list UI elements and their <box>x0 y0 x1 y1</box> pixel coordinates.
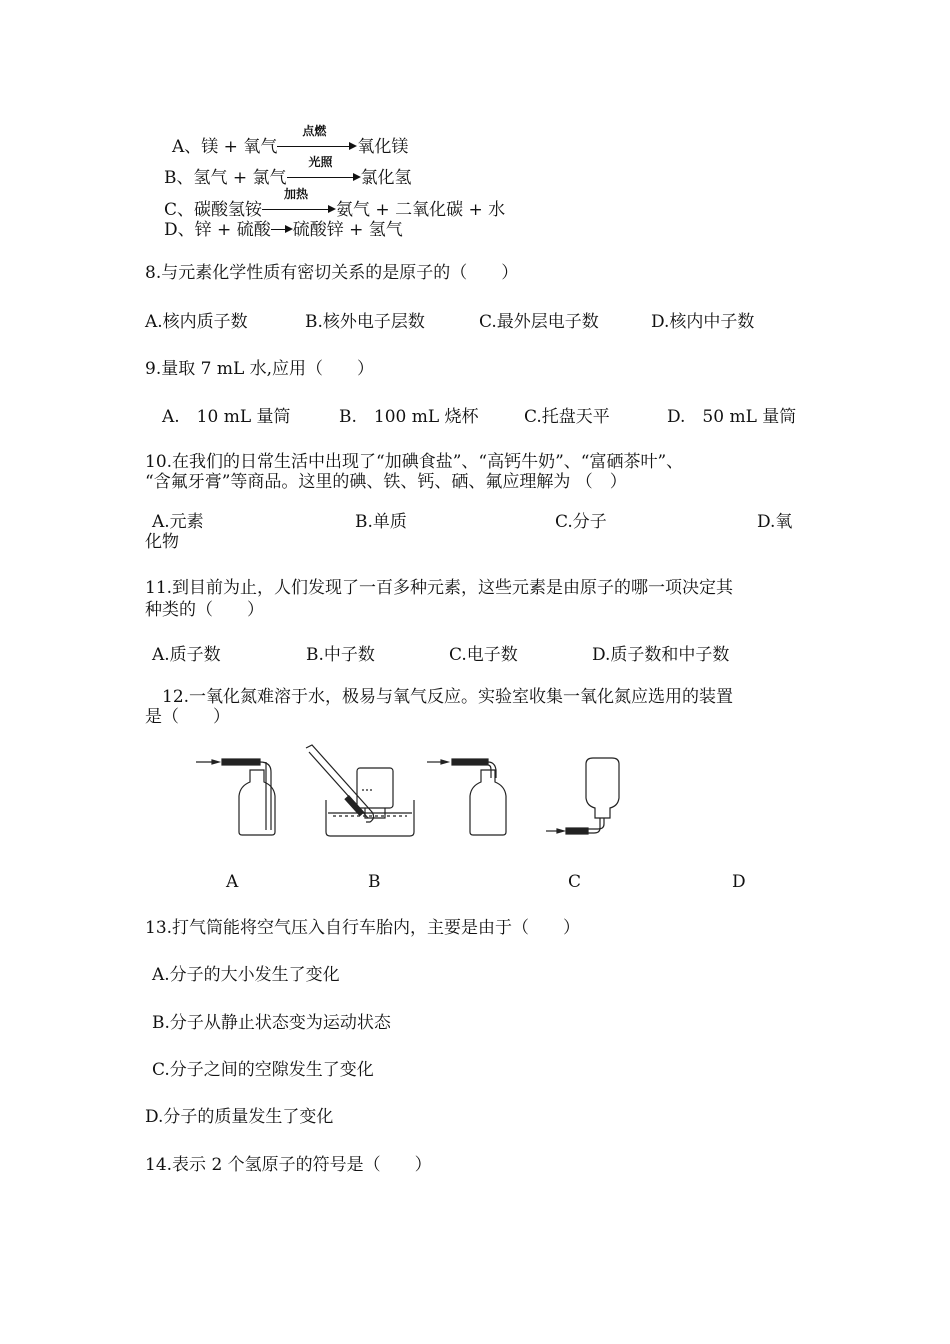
reaction-b: B、氢气 + 氯气 光照 氯化氢 <box>164 155 412 188</box>
apparatus-b <box>306 745 414 836</box>
q8-option-c: C.最外层电子数 <box>479 312 599 332</box>
apparatus-c <box>427 759 506 835</box>
q11-stem-line2: 种类的（ ） <box>145 600 264 620</box>
q9-option-d: D. 50 mL 量筒 <box>667 407 797 427</box>
apparatus-a <box>196 759 275 835</box>
q8-option-d: D.核内中子数 <box>651 312 755 332</box>
figure-label-c: C <box>568 872 582 892</box>
q11-stem-line1: 11.到目前为止，人们发现了一百多种元素，这些元素是由原子的哪一项决定其 <box>145 578 734 598</box>
q8-stem: 8.与元素化学性质有密切关系的是原子的（ ） <box>145 263 519 283</box>
q13-option-a: A.分子的大小发生了变化 <box>152 965 340 985</box>
q11-option-a: A.质子数 <box>152 645 221 665</box>
q10-option-a: A.元素 <box>152 512 204 532</box>
figure-label-a: A <box>226 872 239 892</box>
q10-option-d: D.氧 <box>757 512 793 532</box>
q13-option-c: C.分子之间的空隙发生了变化 <box>152 1060 374 1080</box>
q9-option-b: B. 100 mL 烧杯 <box>339 407 479 427</box>
q12-stem-line2: 是（ ） <box>145 707 230 727</box>
q10-option-b: B.单质 <box>355 512 407 532</box>
q13-option-b: B.分子从静止状态变为运动状态 <box>152 1013 391 1033</box>
q8-option-b: B.核外电子层数 <box>305 312 425 332</box>
q9-stem: 9.量取 7 mL 水,应用（ ） <box>145 359 375 379</box>
q11-option-d: D.质子数和中子数 <box>592 645 730 665</box>
figure-label-b: B <box>368 872 381 892</box>
apparatus-d <box>546 758 619 834</box>
q13-stem: 13.打气筒能将空气压入自行车胎内，主要是由于（ ） <box>145 918 581 938</box>
q11-option-b: B.中子数 <box>306 645 375 665</box>
figure-label-d: D <box>732 872 746 892</box>
q9-option-c: C.托盘天平 <box>524 407 610 427</box>
reaction-a: A、镁 + 氧气 点燃 氧化镁 <box>172 124 409 157</box>
q10-option-c: C.分子 <box>555 512 607 532</box>
q10-option-d-wrap: 化物 <box>145 532 179 552</box>
reaction-arrow-c: 加热 <box>262 200 336 220</box>
q11-option-c: C.电子数 <box>449 645 518 665</box>
reaction-arrow-d <box>271 220 293 240</box>
q13-option-d: D.分子的质量发生了变化 <box>145 1107 334 1127</box>
q9-option-a: A. 10 mL 量筒 <box>162 407 291 427</box>
q12-stem-line1: 12.一氧化氮难溶于水，极易与氧气反应。实验室收集一氧化氮应选用的装置 <box>162 687 734 707</box>
q10-stem-line1: 10.在我们的日常生活中出现了“加碘食盐”、“高钙牛奶”、“富硒茶叶”、 <box>145 452 684 472</box>
q10-stem-line2: “含氟牙膏”等商品。这里的碘、铁、钙、硒、氟应理解为 （ ） <box>145 472 627 492</box>
reaction-arrow-b: 光照 <box>287 168 361 188</box>
reaction-arrow-a: 点燃 <box>277 137 357 157</box>
reaction-c: C、碳酸氢铵 加热 氨气 + 二氧化碳 + 水 <box>164 187 506 220</box>
q8-option-a: A.核内质子数 <box>145 312 248 332</box>
q14-stem: 14.表示 2 个氢原子的符号是（ ） <box>145 1155 432 1175</box>
reaction-d: D、锌 + 硫酸 硫酸锌 + 氢气 <box>164 220 403 240</box>
